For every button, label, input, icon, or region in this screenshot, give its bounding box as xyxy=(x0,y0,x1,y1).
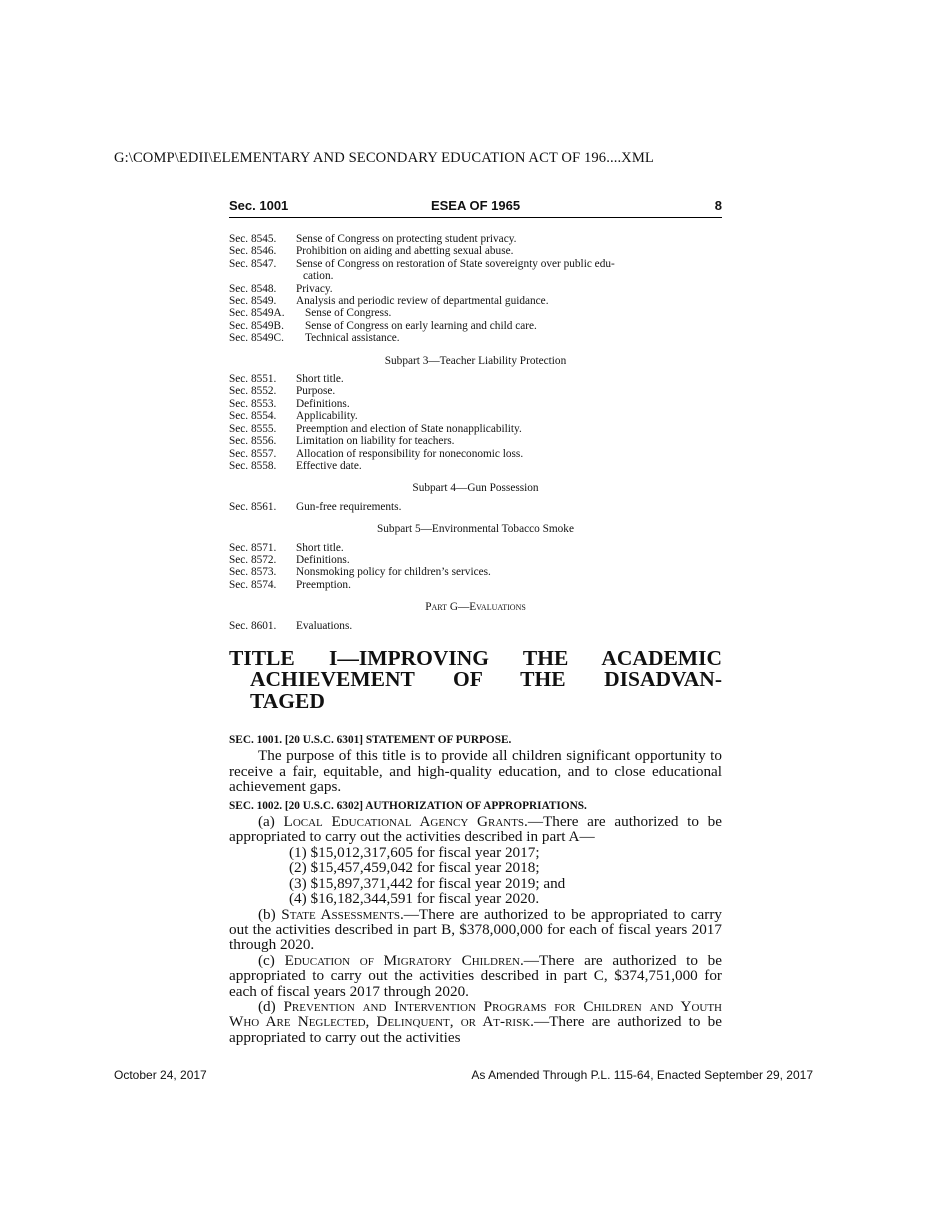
sec-1002-a-text: .—There are authorized to be appropriated to carry out the activities described in part A— xyxy=(229,812,722,846)
toc-entry xyxy=(229,320,722,332)
toc-entry xyxy=(229,398,722,410)
toc-section-number: Sec. 8557. xyxy=(229,447,277,460)
toc-section-number: Sec. 8549A. xyxy=(229,307,285,320)
toc-section-number: Sec. 8574. xyxy=(229,578,277,591)
page-column xyxy=(229,197,722,1045)
toc-section-number: Sec. 8549C. xyxy=(229,332,284,345)
toc-section-title: Sense of Congress on restoration of State sovereignty over public edu- xyxy=(296,257,615,270)
toc-part-f-list xyxy=(229,233,722,345)
toc-entry xyxy=(229,579,722,591)
appropriation-item-3: (3) $15,897,371,442 for fiscal year 2019; and xyxy=(289,874,566,892)
toc-entry xyxy=(229,258,722,283)
title-line-3: TAGED xyxy=(250,688,325,713)
toc-section-title: Effective date. xyxy=(296,459,362,472)
toc-section-number: Sec. 8556. xyxy=(229,435,277,448)
toc-section-title: Preemption and election of State nonapplicability. xyxy=(296,422,522,435)
sec-1001-heading: SEC. 1001. [20 U.S.C. 6301] STATEMENT OF PURPOSE. xyxy=(229,734,512,747)
toc-entry xyxy=(229,332,722,344)
toc-entry xyxy=(229,233,722,245)
toc-section-title: Short title. xyxy=(296,373,344,386)
toc-section-title: Applicability. xyxy=(296,410,358,423)
toc-entry xyxy=(229,435,722,447)
toc-section-title: Privacy. xyxy=(296,282,333,295)
toc-section-number: Sec. 8546. xyxy=(229,245,277,258)
toc-entry xyxy=(229,295,722,307)
toc-section-title: Evaluations. xyxy=(296,619,353,632)
sec-1002-c-paragraph xyxy=(229,953,722,999)
sec-1002-a-paragraph xyxy=(229,814,722,845)
toc-subpart-4-list xyxy=(229,501,722,513)
toc-section-title: Prohibition on aiding and abetting sexual abuse. xyxy=(296,245,514,258)
toc-entry xyxy=(229,460,722,472)
running-head-section: Sec. 1001 xyxy=(229,198,289,213)
toc-section-title: Analysis and periodic review of departmental guidance. xyxy=(296,295,549,308)
toc-section-number: Sec. 8551. xyxy=(229,373,277,386)
footer-date: October 24, 2017 xyxy=(114,1068,207,1082)
sec-1002-c-caption: Education of Migratory Children xyxy=(284,951,520,969)
sec-1001-text: The purpose of this title is to provide all children significant opportunity to receive a fair, equitable, and high-quality education, and to close educational achievement gaps. xyxy=(229,747,722,796)
toc-entry xyxy=(229,448,722,460)
appropriation-item-4: (4) $16,182,344,591 for fiscal year 2020. xyxy=(289,890,540,907)
running-head xyxy=(229,197,722,218)
toc-part-g-list xyxy=(229,620,722,632)
toc-section-title: Sense of Congress on early learning and child care. xyxy=(305,319,537,332)
subpart-3-heading: Subpart 3—Teacher Liability Protection xyxy=(384,354,567,367)
toc-section-number: Sec. 8549B. xyxy=(229,319,284,332)
sec-1002-a-list xyxy=(229,845,722,907)
toc-section-title: Technical assistance. xyxy=(305,332,400,345)
sec-1002-d-label: (d) xyxy=(258,997,284,1015)
footer-amended-note: As Amended Through P.L. 115-64, Enacted September 29, 2017 xyxy=(471,1068,813,1082)
toc-section-title: Limitation on liability for teachers. xyxy=(296,435,455,448)
toc-entry xyxy=(229,245,722,257)
toc-section-title: Sense of Congress on protecting student privacy. xyxy=(296,233,517,245)
table-of-contents xyxy=(229,233,722,632)
toc-section-number: Sec. 8573. xyxy=(229,566,277,579)
appropriation-item-1: (1) $15,012,317,605 for fiscal year 2017; xyxy=(289,843,540,861)
toc-section-title: Purpose. xyxy=(296,385,336,398)
toc-section-number: Sec. 8553. xyxy=(229,397,277,410)
running-head-act-title: ESEA OF 1965 xyxy=(430,198,521,213)
toc-section-title: Preemption. xyxy=(296,578,351,591)
title-heading xyxy=(229,645,722,713)
sec-1002-b-caption: State Assessments xyxy=(281,905,400,923)
file-path-header: G:\COMP\EDII\ELEMENTARY AND SECONDARY EDUCATION ACT OF 196....XML xyxy=(114,150,654,166)
toc-entry xyxy=(229,307,722,319)
toc-section-title-continued: cation. xyxy=(303,270,334,283)
toc-section-title: Definitions. xyxy=(296,553,350,566)
toc-entry xyxy=(229,542,722,554)
running-head-page-number: 8 xyxy=(714,198,722,213)
toc-section-number: Sec. 8555. xyxy=(229,422,277,435)
sec-1002-b-paragraph xyxy=(229,907,722,953)
title-line-1: TITLE I—IMPROVING THE ACADEMIC xyxy=(229,645,722,670)
title-line-2: ACHIEVEMENT OF THE DISADVAN- xyxy=(250,667,722,692)
toc-section-number: Sec. 8547. xyxy=(229,257,277,270)
sec-1002-d-text: .—There are authorized to be appropriated to carry out the activities xyxy=(229,1013,722,1046)
toc-entry xyxy=(229,283,722,295)
toc-section-title: Definitions. xyxy=(296,397,350,410)
toc-section-number: Sec. 8549. xyxy=(229,295,277,308)
toc-section-title: Sense of Congress. xyxy=(305,307,392,320)
toc-section-title: Short title. xyxy=(296,541,344,554)
toc-section-number: Sec. 8561. xyxy=(229,500,277,513)
part-g-heading: Part G—Evaluations xyxy=(425,601,526,614)
sec-1002-c-text: .—There are authorized to be appropriated to carry out the activities described in part C, $374,751,000 for each of fiscal years 2017 through 2020. xyxy=(229,951,722,1000)
subpart-5-heading: Subpart 5—Environmental Tobacco Smoke xyxy=(377,523,574,536)
toc-entry xyxy=(229,373,722,385)
sec-1002-d-paragraph xyxy=(229,999,722,1045)
sec-1002-d-caption: Prevention and Intervention Programs for Children and Youth Who Are Neglected, Delinquent, or At-risk xyxy=(229,997,722,1031)
toc-section-number: Sec. 8548. xyxy=(229,282,277,295)
subpart-4-heading: Subpart 4—Gun Possession xyxy=(412,482,539,495)
toc-entry xyxy=(229,566,722,578)
toc-section-number: Sec. 8601. xyxy=(229,619,277,632)
toc-section-number: Sec. 8558. xyxy=(229,459,277,472)
appropriation-item-2: (2) $15,457,459,042 for fiscal year 2018; xyxy=(289,859,540,876)
toc-subpart-5-list xyxy=(229,542,722,592)
toc-section-number: Sec. 8552. xyxy=(229,385,277,398)
toc-section-number: Sec. 8572. xyxy=(229,553,277,566)
toc-entry xyxy=(229,554,722,566)
toc-section-number: Sec. 8545. xyxy=(229,233,277,245)
toc-entry xyxy=(229,501,722,513)
sec-1002-b-text: .—There are authorized to be appropriated to carry out the activities described in part B, $378,000,000 for each of fiscal years 2017 through 2020. xyxy=(229,905,722,954)
toc-section-title: Gun-free requirements. xyxy=(296,500,402,513)
toc-subpart-3-list xyxy=(229,373,722,472)
sec-1002-a-caption: Local Educational Agency Grants xyxy=(283,812,525,830)
sec-1002-heading: SEC. 1002. [20 U.S.C. 6302] AUTHORIZATION OF APPROPRIATIONS. xyxy=(229,799,587,812)
toc-entry xyxy=(229,410,722,422)
toc-entry xyxy=(229,620,722,632)
toc-section-number: Sec. 8554. xyxy=(229,410,277,423)
sec-1002-b-label: (b) xyxy=(258,905,282,923)
toc-section-title: Allocation of responsibility for noneconomic loss. xyxy=(296,447,524,460)
sec-1002-c-label: (c) xyxy=(258,951,285,969)
toc-section-number: Sec. 8571. xyxy=(229,541,277,554)
toc-entry xyxy=(229,423,722,435)
toc-entry xyxy=(229,385,722,397)
sec-1002-a-label: (a) xyxy=(258,812,284,830)
toc-section-title: Nonsmoking policy for children’s services. xyxy=(296,566,491,579)
